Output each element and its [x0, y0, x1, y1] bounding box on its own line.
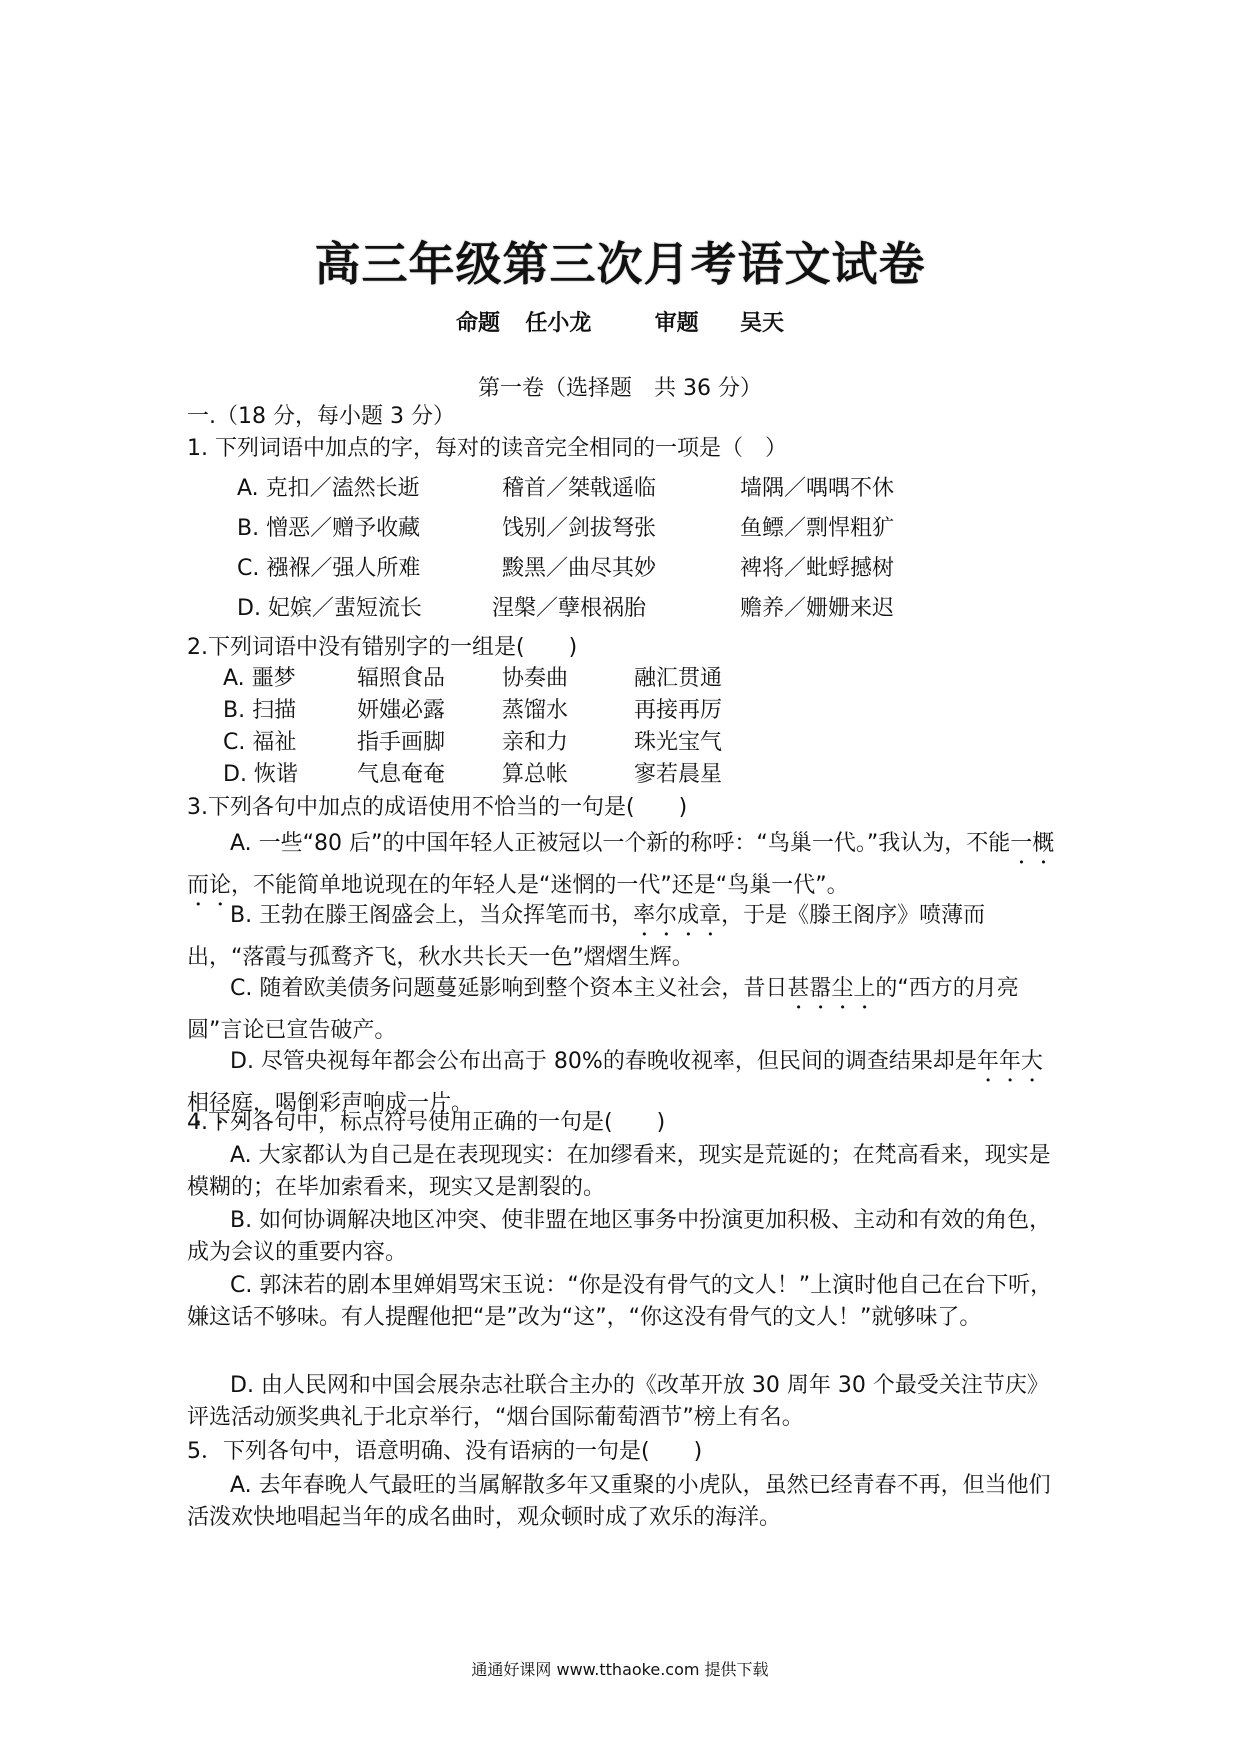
q2-d-col2: 气息奄奄: [357, 762, 446, 787]
q1-d-col1: D. 妃嫔／蜚短流长: [237, 596, 422, 621]
q3-d-idiom: 年年大相径庭: [187, 1049, 1043, 1116]
q5-option-a: [187, 1470, 1055, 1534]
authors-line: [0, 306, 1240, 337]
q3-d-text: D. 尽管央视每年都会公布出高于 80%的春晚收视率，但民间的调查结果却是: [230, 1049, 977, 1074]
q1-b-col3: 鱼鳔／剽悍粗犷: [740, 516, 895, 541]
q3-a-idiom: 一概而论: [187, 831, 1055, 898]
q2-c-col1: C. 福祉: [223, 730, 297, 755]
section-heading: 一.（18 分，每小题 3 分）: [187, 404, 455, 429]
q4-c-text: C. 郭沫若的剧本里婵娟骂宋玉说：“你是没有骨气的文人！”上演时他自己在台下听，嫌这话不够味。有人提醒他把“是”改为“这”，“你这没有骨气的文人！”就够味了。: [187, 1273, 1053, 1330]
q1-d-col2: 涅槃／孽根祸胎: [492, 596, 647, 621]
q2-d-col3: 算总帐: [502, 762, 569, 787]
q3-b-idiom: 率尔成章: [633, 903, 722, 928]
q5-stem: 5．下列各句中，语意明确、没有语病的一句是( ): [187, 1439, 703, 1464]
q2-a-col4: 融汇贯通: [634, 666, 723, 691]
q4-option-a: [187, 1140, 1055, 1204]
q1-b-col2: 饯别／剑拔弩张: [502, 516, 657, 541]
q2-b-col3: 蒸馏水: [502, 698, 569, 723]
q1-a-col2: 稽首／桀戟遥临: [502, 476, 657, 501]
q4-stem: 4.下列各句中，标点符号使用正确的一句是( ): [187, 1110, 666, 1135]
q3-b-text-end: ，于是《滕王阁序》喷薄而出，“落霞与孤鹜齐飞，秋水共长天一色”熠熠生辉。: [187, 903, 986, 970]
reviewer-name: 吴天: [740, 311, 785, 336]
q3-a-text: A. 一些“80 后”的中国年轻人正被冠以一个新的称呼：“鸟巢一代。”我认为，不能: [230, 831, 1011, 856]
q1-c-col2: 黢黑／曲尽其妙: [502, 556, 657, 581]
q2-a-col3: 协奏曲: [502, 666, 569, 691]
part-title: 第一卷（选择题 共 36 分）: [478, 376, 762, 401]
q1-a-col3: 墙隅／喁喁不休: [740, 476, 895, 501]
q4-option-d: [187, 1370, 1055, 1434]
q2-b-col4: 再接再厉: [634, 698, 723, 723]
q1-a-col1: A. 克扣／溘然长逝: [237, 476, 420, 501]
q1-c-col3: 裨将／蚍蜉撼树: [740, 556, 895, 581]
q3-c-idiom: 甚嚣尘上: [787, 976, 876, 1001]
reviewer-label: 审题: [654, 311, 699, 336]
q1-c-col1: C. 襁褓／强人所难: [237, 556, 421, 581]
q1-b-col1: B. 憎恶／赠予收藏: [237, 516, 421, 541]
q3-c-text-end: 的“西方的月亮圆”言论已宣告破产。: [187, 976, 1019, 1043]
q4-option-b: [187, 1205, 1055, 1269]
q2-a-col2: 辐照食品: [357, 666, 446, 691]
q2-d-col4: 寥若晨星: [634, 762, 723, 787]
q2-c-col3: 亲和力: [502, 730, 569, 755]
q2-stem: 2.下列词语中没有错别字的一组是( ): [187, 635, 578, 660]
exam-title: 高三年级第三次月考语文试卷: [314, 237, 926, 291]
q1-d-col3: 赡养／姗姗来迟: [740, 596, 895, 621]
q2-d-col1: D. 恢谐: [223, 762, 298, 787]
q3-option-b: [187, 899, 1055, 974]
q1-stem: 1. 下列词语中加点的字，每对的读音完全相同的一项是（ ）: [187, 436, 787, 461]
q3-c-text: C. 随着欧美债务问题蔓延影响到整个资本主义社会，昔日: [230, 976, 788, 1001]
footer-note: 通通好课网 www.tthaoke.com 提供下载: [471, 1660, 769, 1679]
q3-b-text: B. 王勃在滕王阁盛会上，当众挥笔而书，: [230, 903, 634, 928]
setter-label: 命题: [455, 311, 500, 336]
q2-c-col4: 珠光宝气: [634, 730, 723, 755]
q4-option-c: [187, 1270, 1055, 1334]
q3-option-c: [187, 972, 1055, 1047]
q2-b-col2: 妍媸必露: [357, 698, 446, 723]
q4-d-text: D. 由人民网和中国会展杂志社联合主办的《改革开放 30 周年 30 个最受关注节庆》评选活动颁奖典礼于北京举行，“烟台国际葡萄酒节”榜上有名。: [187, 1373, 1049, 1430]
q3-d-text-end: ，喝倒彩声响成一片。: [253, 1091, 474, 1116]
q2-c-col2: 指手画脚: [357, 730, 446, 755]
q2-b-col1: B. 扫描: [223, 698, 297, 723]
q5-a-text: A. 去年春晚人气最旺的当属解散多年又重聚的小虎队，虽然已经青春不再，但当他们活泼欢快地唱起当年的成名曲时，观众顿时成了欢乐的海洋。: [187, 1473, 1051, 1530]
q3-stem: 3.下列各句中加点的成语使用不恰当的一句是( ): [187, 795, 688, 820]
q4-a-text: A. 大家都认为自己是在表现现实：在加缪看来，现实是荒诞的；在梵高看来，现实是模糊的；在毕加索看来，现实又是割裂的。: [187, 1143, 1051, 1200]
q2-a-col1: A. 噩梦: [223, 666, 296, 691]
q3-a-text-end: ，不能简单地说现在的年轻人是“迷惘的一代”还是“鸟巢一代”。: [231, 873, 849, 898]
setter-name: 任小龙: [525, 311, 592, 336]
q4-b-text: B. 如何协调解决地区冲突、使非盟在地区事务中扮演更加积极、主动和有效的角色，成为会议的重要内容。: [187, 1208, 1052, 1265]
